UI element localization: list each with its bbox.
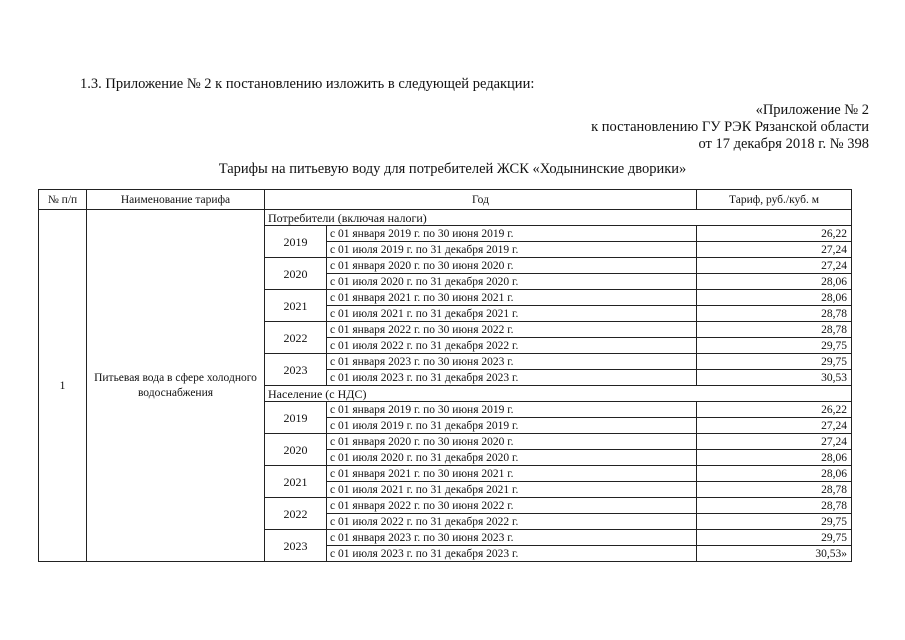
period-cell: с 01 июля 2020 г. по 31 декабря 2020 г. [327, 274, 697, 290]
header-tariff-value: Тариф, руб./куб. м [697, 190, 852, 210]
appendix-line: «Приложение № 2 [755, 102, 869, 118]
header-tariff-name: Наименование тарифа [87, 190, 265, 210]
period-cell: с 01 июля 2019 г. по 31 декабря 2019 г. [327, 418, 697, 434]
year-cell: 2020 [265, 434, 327, 466]
tariff-value: 29,75 [697, 514, 852, 530]
period-cell: с 01 июля 2022 г. по 31 декабря 2022 г. [327, 514, 697, 530]
year-cell: 2019 [265, 226, 327, 258]
document-title: Тарифы на питьевую воду для потребителей ЖСК «Ходынинские дворики» [218, 161, 687, 177]
tariff-value: 28,78 [697, 482, 852, 498]
tariff-value: 28,06 [697, 450, 852, 466]
tariff-value: 26,22 [697, 402, 852, 418]
header-year: Год [265, 190, 697, 210]
tariff-value: 30,53 [697, 370, 852, 386]
tariff-table [38, 189, 852, 562]
period-cell: с 01 июля 2020 г. по 31 декабря 2020 г. [327, 450, 697, 466]
tariff-value: 29,75 [697, 338, 852, 354]
period-cell: с 01 января 2022 г. по 30 июня 2022 г. [327, 498, 697, 514]
tariff-value: 27,24 [697, 434, 852, 450]
tariff-value: 28,06 [697, 290, 852, 306]
period-cell: с 01 июля 2023 г. по 31 декабря 2023 г. [327, 546, 697, 562]
tariff-value: 28,78 [697, 322, 852, 338]
tariff-value: 29,75 [697, 354, 852, 370]
tariff-value: 28,06 [697, 274, 852, 290]
year-cell: 2023 [265, 354, 327, 386]
period-cell: с 01 января 2021 г. по 30 июня 2021 г. [327, 466, 697, 482]
year-cell: 2020 [265, 258, 327, 290]
period-cell: с 01 июля 2022 г. по 31 декабря 2022 г. [327, 338, 697, 354]
period-cell: с 01 января 2023 г. по 30 июня 2023 г. [327, 530, 697, 546]
period-cell: с 01 января 2022 г. по 30 июня 2022 г. [327, 322, 697, 338]
year-cell: 2022 [265, 322, 327, 354]
year-cell: 2019 [265, 402, 327, 434]
tariff-value: 28,06 [697, 466, 852, 482]
appendix-line: от 17 декабря 2018 г. № 398 [698, 136, 869, 152]
group-header-row [39, 210, 852, 226]
tariff-value: 30,53» [697, 546, 852, 562]
period-cell: с 01 января 2021 г. по 30 июня 2021 г. [327, 290, 697, 306]
year-cell: 2022 [265, 498, 327, 530]
period-cell: с 01 января 2020 г. по 30 июня 2020 г. [327, 434, 697, 450]
group-label: Население (с НДС) [265, 386, 852, 402]
table-body [39, 210, 852, 562]
appendix-reference [591, 102, 869, 153]
period-cell: с 01 января 2019 г. по 30 июня 2019 г. [327, 402, 697, 418]
tariff-value: 26,22 [697, 226, 852, 242]
period-cell: с 01 июля 2019 г. по 31 декабря 2019 г. [327, 242, 697, 258]
intro-paragraph: 1.3. Приложение № 2 к постановлению изложить в следующей редакции: [80, 76, 535, 92]
tariff-name: Питьевая вода в сфере холодного водоснабжения [87, 210, 265, 562]
row-number: 1 [39, 210, 87, 562]
period-cell: с 01 января 2019 г. по 30 июня 2019 г. [327, 226, 697, 242]
year-cell: 2021 [265, 466, 327, 498]
tariff-value: 27,24 [697, 242, 852, 258]
header-number: № п/п [39, 190, 87, 210]
appendix-line: к постановлению ГУ РЭК Рязанской области [591, 119, 869, 135]
period-cell: с 01 июля 2023 г. по 31 декабря 2023 г. [327, 370, 697, 386]
period-cell: с 01 июля 2021 г. по 31 декабря 2021 г. [327, 306, 697, 322]
period-cell: с 01 января 2023 г. по 30 июня 2023 г. [327, 354, 697, 370]
tariff-value: 27,24 [697, 258, 852, 274]
year-cell: 2023 [265, 530, 327, 562]
year-cell: 2021 [265, 290, 327, 322]
tariff-value: 28,78 [697, 498, 852, 514]
period-cell: с 01 июля 2021 г. по 31 декабря 2021 г. [327, 482, 697, 498]
tariff-value: 28,78 [697, 306, 852, 322]
tariff-value: 29,75 [697, 530, 852, 546]
group-label: Потребители (включая налоги) [265, 210, 852, 226]
period-cell: с 01 января 2020 г. по 30 июня 2020 г. [327, 258, 697, 274]
tariff-value: 27,24 [697, 418, 852, 434]
table-header-row [39, 190, 852, 210]
